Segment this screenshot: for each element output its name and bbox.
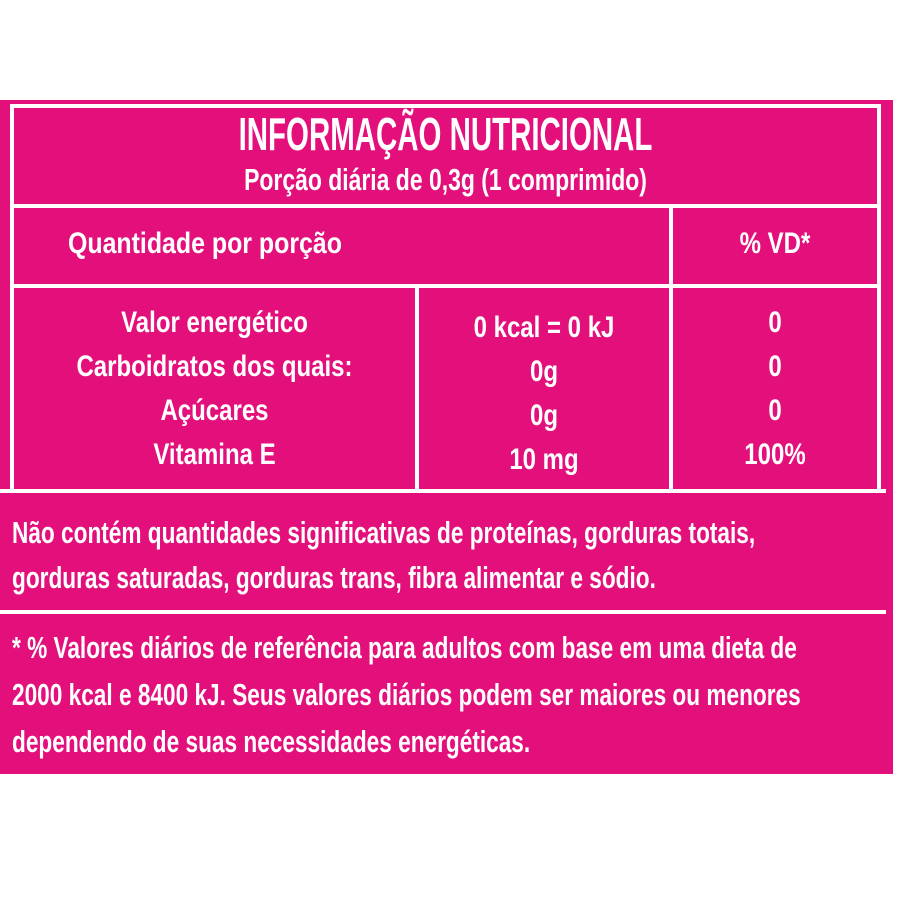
row-vitamin-e-amount: 10 mg [509,442,579,476]
no-significant-note-line-1: Não contém quantidades significativas de proteínas, gorduras totais, [12,515,756,550]
daily-values-footnote-line-1: * % Valores diários de referência para adultos com base em uma dieta de [12,630,797,665]
column-amounts [419,293,669,494]
daily-values-footnote-line-2: 2000 kcal e 8400 kJ. Seus valores diários podem ser maiores ou menores [12,677,801,712]
nutrition-label [0,100,893,774]
row-sugars-amount: 0g [529,398,558,432]
no-significant-note [12,510,900,600]
row-sugars-name: Açúcares [160,393,269,427]
divider-footnote-section [0,610,886,614]
no-significant-note-line-2: gorduras saturadas, gorduras trans, fibra alimentar e sódio. [12,560,656,595]
row-energy-dv: 0 [768,305,782,339]
daily-values-footnote [12,624,900,765]
column-daily-values [673,288,877,489]
serving-size: Porção diária de 0,3g (1 comprimido) [244,162,647,197]
daily-values-footnote-line-3: dependendo de suas necessidades energéticas. [12,724,531,759]
row-carbs-name: Carboidratos dos quais: [76,349,353,383]
row-vitamin-e-name: Vitamina E [153,437,276,471]
header-dv [673,204,877,284]
label-title: INFORMAÇÃO NUTRICIONAL [238,108,653,160]
header-dv-text: % VD* [739,227,811,260]
column-nutrient-names [14,288,415,489]
border-line-right [877,104,881,493]
row-energy-amount: 0 kcal = 0 kJ [473,310,615,344]
row-sugars-dv: 0 [768,393,782,427]
row-vitamin-e-dv: 100% [744,437,806,471]
row-energy-name: Valor energético [121,305,308,339]
row-carbs-amount: 0g [529,354,558,388]
row-carbs-dv: 0 [768,349,782,383]
header-quantity [68,204,398,284]
header-quantity-text: Quantidade por porção [68,227,342,260]
